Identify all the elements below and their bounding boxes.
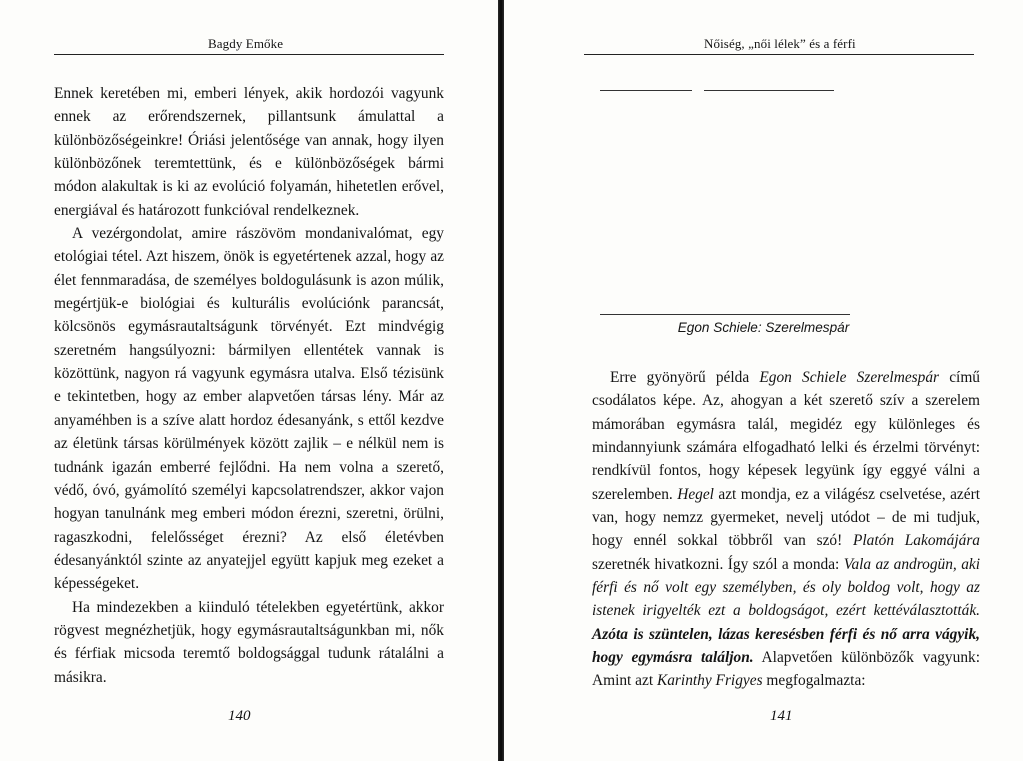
header-rule-left xyxy=(54,54,444,55)
paragraph-3: Ha mindezekben a kiinduló tételekben egyetértünk, akkor rögvest megnézhetjük, hogy egymásrautaltságunkban mi, nők és férfiak micsoda teremtő boldogsággal tudunk rátalálni a másikra. xyxy=(54,598,444,686)
image-top-line-2 xyxy=(704,90,834,91)
emphasized-quotation: Azóta is szüntelen, lázas keresésben férfi és nő arra vágyik, hogy egymásra találjon. xyxy=(592,625,980,667)
running-head-left: Bagdy Emőke xyxy=(208,36,284,51)
text-run: Alapvetően különbözők vagyunk: Amint azt xyxy=(592,649,980,690)
painting-area xyxy=(600,60,940,300)
page-number-left: 140 xyxy=(228,708,251,724)
paragraph-1: Ennek keretében mi, emberi lények, akik hordozói vagyunk ennek az erőrendszernek, pillantsunk ámulattal a különbözőségeinkre! Óriási jelentősége van annak, hogy ilyen különbözőnek teremtettünk, és e különbözőségek bármi módon alakultak is ki az evolúció folyamán, hihetetlen erővel, energiával és határozott funkcióval rendelkeznek. xyxy=(54,85,444,219)
left-body-text xyxy=(54,82,444,689)
text-run: szeretnék hivatkozni. Így szól a monda: xyxy=(592,555,844,573)
text-run: azt mondja, ez a világész cselvetése, azért van, hogy nemzz gyermeket, nevelj utódot – de mi tudjuk, hogy ennél sokkal többről van szó! xyxy=(592,485,980,550)
artwork-title: Egon Schiele Szerelmespár xyxy=(759,369,940,386)
page-number-right: 141 xyxy=(770,708,793,724)
author-name: Hegel xyxy=(677,485,714,503)
image-top-line-1 xyxy=(600,90,692,91)
running-head-right: Nőiség, „női lélek” és a férfi xyxy=(704,36,856,51)
right-paragraph xyxy=(592,366,980,693)
text-run: megfogalmazta: xyxy=(762,672,866,690)
left-page xyxy=(0,0,498,761)
text-run: Erre gyönyörű példa xyxy=(610,369,760,386)
right-page xyxy=(504,0,1023,761)
author-name: Karinthy Frigyes xyxy=(656,672,763,690)
text-run: című csodálatos képe. Az, ahogyan a két szerető szív a szerelem mámorában egymásra talál, megidéz egy különleges és mindannyiunk számára elfogadható lelki és érzelmi törvényt: rendkívül fontos, hogy képesek legyünk így eggyé válni a szerelemben. xyxy=(592,369,980,503)
image-caption: Egon Schiele: Szerelmespár xyxy=(677,320,850,335)
image-bottom-line xyxy=(600,314,850,315)
right-body-text xyxy=(592,366,980,693)
header-rule-right xyxy=(584,54,974,55)
quotation: Vala az androgün, aki férfi és nő volt egy személyben, és oly boldog volt, hogy az istenek irigyelték ezt a boldogságot, ezért kettéválasztották. xyxy=(592,555,980,620)
work-title: Platón Lakomájára xyxy=(852,532,980,550)
paragraph-2: A vezérgondolat, amire rászövöm mondanivalómat, egy etológiai tétel. Azt hiszem, önök is egyetértenek azzal, hogy az élet fennmaradása, de személyes boldogulásunk is azon múlik, megértjük-e biológiai és kulturális evolúciónk parancsát, kölcsönös egymásrautaltságunk törvényét. Ezt mindvégig szeretném hangsúlyozni: bármilyen ellentétek vannak is közöttünk, nagyon rá vagyunk egymásra utalva. Első tézisünk e tekintetben, hogy az ember alapvetően társas lény. Már az anyaméhben is a szíve alatt hordoz édesanyánk, s ettől kezdve az életünk társas körülmények között zajlik – e nélkül nem is tudnánk igazán emberré fejlődni. Ha nem volna a szerető, védő, óvó, gyámolító személyi kapcsolatrendszer, akkor vajon hogyan tanulnánk meg emberi módon érezni, szeretni, örülni, ragaszkodni, felelősséget érezni? Az első életévben édesanyánktól szinte az anyatejjel együtt kapjuk meg ezeket a képességeket. xyxy=(54,225,444,593)
